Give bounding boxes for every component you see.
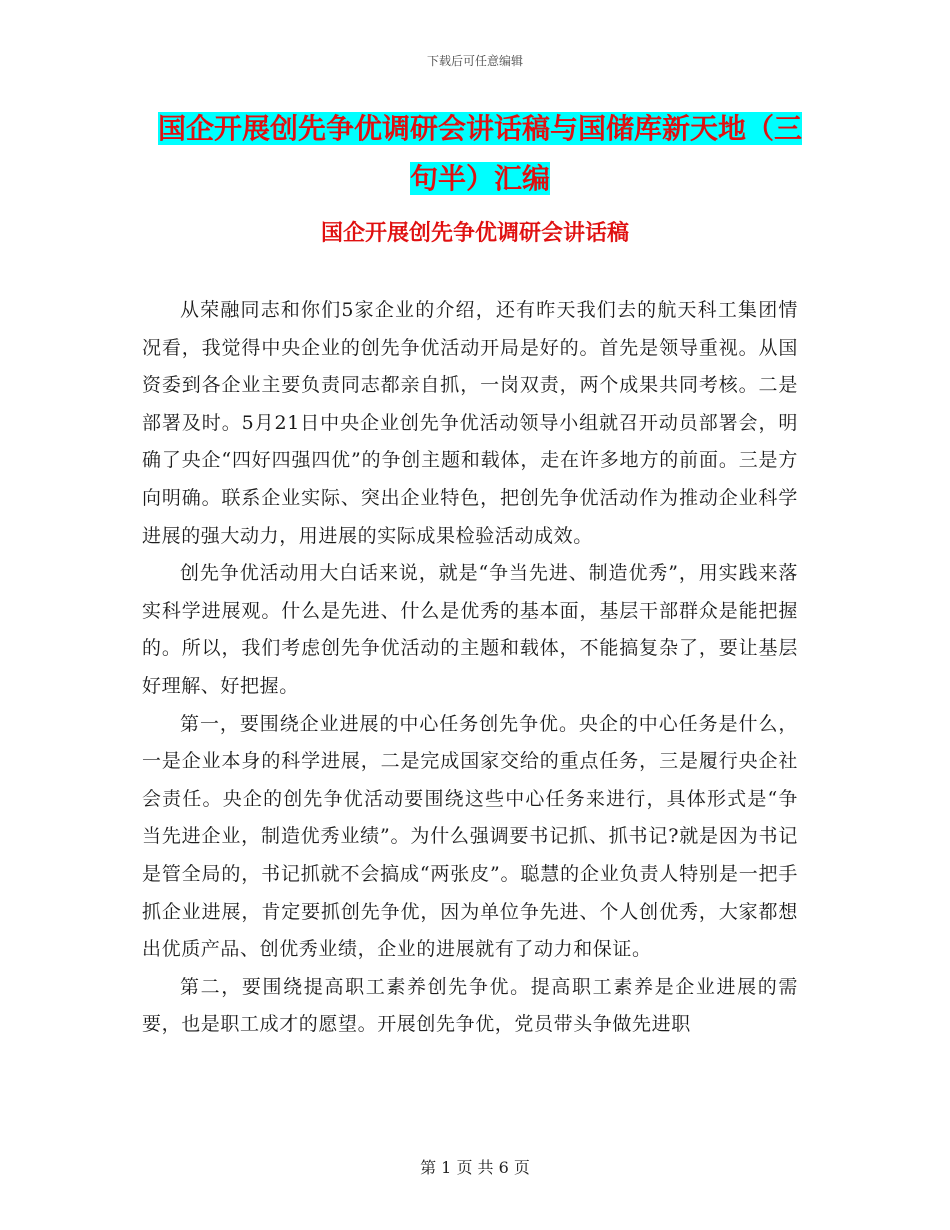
header-note: 下载后可任意编辑 bbox=[426, 54, 523, 68]
paragraph-2: 创先争优活动用大白话来说，就是“争当先进、制造优秀”，用实践来落实科学进展观。什么是先进、什么是优秀的基本面，基层干部群众是能把握的。所以，我们考虑创先争优活动的主题和载体，不能搞复杂了，要让基层好理解、好把握。 bbox=[142, 562, 798, 697]
section-title: 国企开展创先争优调研会讲话稿 bbox=[320, 221, 629, 246]
page-footer: 第 1 页 共 6 页 bbox=[420, 1158, 530, 1177]
document-body bbox=[142, 292, 798, 1044]
main-title-text: 国企开展创先争优调研会讲话稿与国储库新天地（三句半）汇编 bbox=[157, 112, 802, 195]
paragraph-1: 从荣融同志和你们5家企业的介绍，还有昨天我们去的航天科工集团情况看，我觉得中央企业的创先争优活动开局是好的。首先是领导重视。从国资委到各企业主要负责同志都亲自抓，一岗双责，两个成果共同考核。二是部署及时。5月21日中央企业创先争优活动领导小组就召开动员部署会，明确了央企“四好四强四优”的争创主题和载体，走在许多地方的前面。三是方向明确。联系企业实际、突出企业特色，把创先争优活动作为推动企业科学进展的强大动力，用进展的实际成果检验活动成效。 bbox=[142, 299, 798, 547]
document-main-title bbox=[150, 104, 810, 204]
paragraph-4: 第二，要围绕提高职工素养创先争优。提高职工素养是企业进展的需要，也是职工成才的愿望。开展创先争优，党员带头争做先进职 bbox=[142, 975, 798, 1036]
paragraph-3: 第一，要围绕企业进展的中心任务创先争优。央企的中心任务是什么，一是企业本身的科学进展，二是完成国家交给的重点任务，三是履行央企社会责任。央企的创先争优活动要围绕这些中心任务来进行，具体形式是“争当先进企业，制造优秀业绩”。为什么强调要书记抓、抓书记?就是因为书记是管全局的，书记抓就不会搞成“两张皮”。聪慧的企业负责人特别是一把手抓企业进展，肯定要抓创先争优，因为单位争先进、个人创优秀，大家都想出优质产品、创优秀业绩，企业的进展就有了动力和保证。 bbox=[142, 712, 798, 961]
